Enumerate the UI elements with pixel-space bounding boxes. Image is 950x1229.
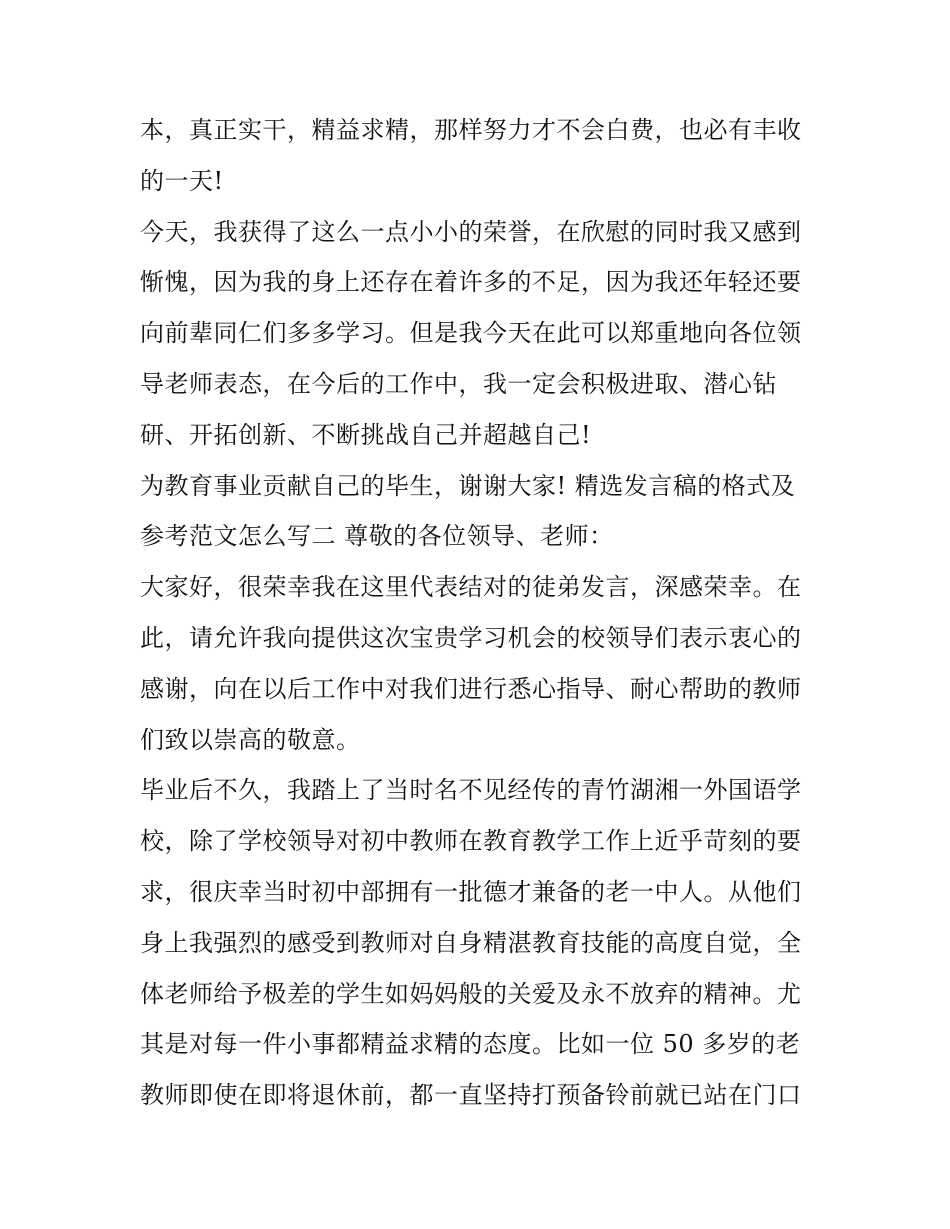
- text-line: 的一天!: [140, 166, 224, 195]
- text-line: 研、开拓创新、不断挑战自己并超越自己!: [140, 420, 592, 449]
- text-line: 教师即使在即将退休前，都一直坚持打预备铃前就已站在门口: [140, 1081, 802, 1110]
- text-line: 参考范文怎么写二 尊敬的各位领导、老师：: [140, 522, 614, 551]
- text-line: 大家好，很荣幸我在这里代表结对的徒弟发言，深感荣幸。在: [140, 573, 802, 602]
- text-line: 此，请允许我向提供这次宝贵学习机会的校领导们表示衷心的: [140, 623, 802, 652]
- text-line: 们致以崇高的敬意。: [140, 725, 361, 754]
- text-line: 其是对每一件小事都精益求精的态度。比如一位 50 多岁的老: [140, 1030, 801, 1059]
- text-line: 体老师给予极差的学生如妈妈般的关爱及永不放弃的精神。尤: [140, 979, 802, 1008]
- body-text: [140, 105, 820, 1121]
- text-line: 导老师表态，在今后的工作中，我一定会积极进取、潜心钻: [140, 369, 777, 398]
- text-line: 校，除了学校领导对初中教师在教育教学工作上近乎苛刻的要: [140, 827, 802, 856]
- text-line: 向前辈同仁们多多学习。但是我今天在此可以郑重地向各位领: [140, 319, 802, 348]
- text-line: 感谢，向在以后工作中对我们进行悉心指导、耐心帮助的教师: [140, 674, 802, 703]
- text-line: 为教育事业贡献自己的毕生，谢谢大家! 精选发言稿的格式及: [140, 471, 796, 500]
- text-line: 惭愧，因为我的身上还存在着许多的不足，因为我还年轻还要: [140, 268, 802, 297]
- text-line: 本，真正实干，精益求精，那样努力才不会白费，也必有丰收: [140, 116, 802, 144]
- text-line: 今天，我获得了这么一点小小的荣誉，在欣慰的同时我又感到: [140, 217, 802, 246]
- text-line: 身上我强烈的感受到教师对自身精湛教育技能的高度自觉，全: [140, 928, 802, 957]
- text-line: 求，很庆幸当时初中部拥有一批德才兼备的老一中人。从他们: [140, 877, 802, 906]
- text-line: 毕业后不久，我踏上了当时名不见经传的青竹湖湘一外国语学: [140, 776, 802, 805]
